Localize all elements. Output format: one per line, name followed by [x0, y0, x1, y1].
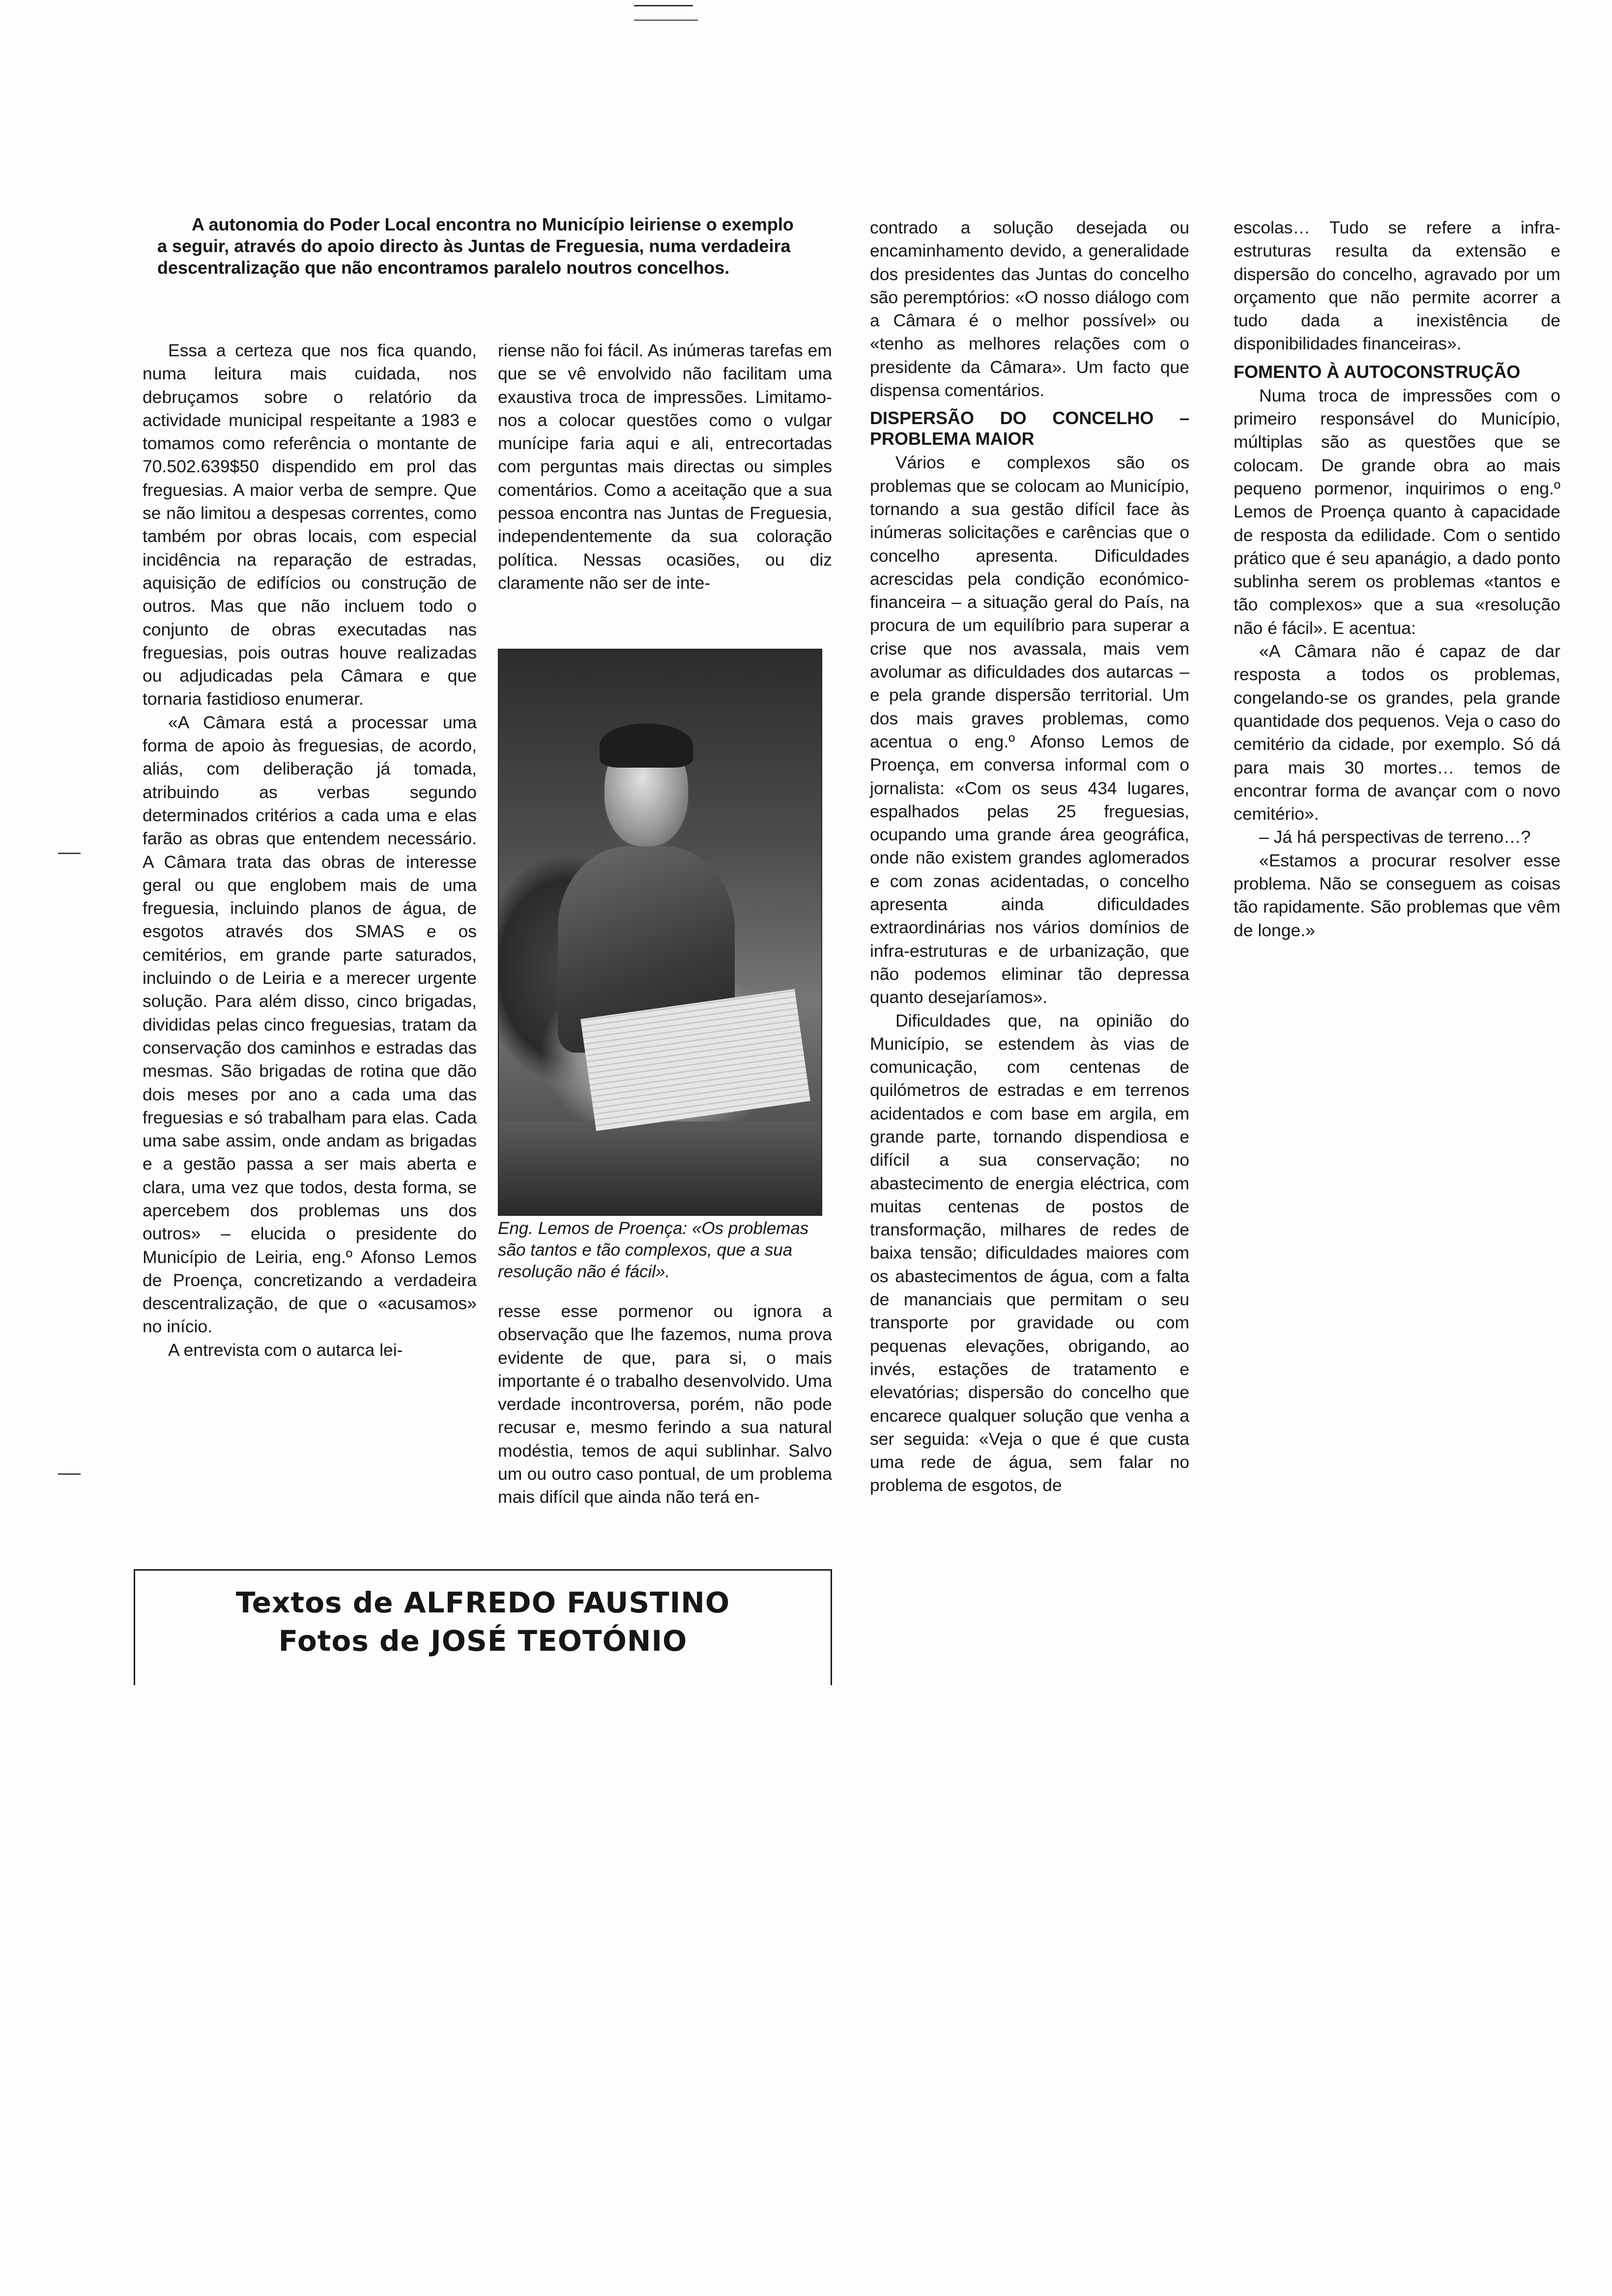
article-lead: A autonomia do Poder Local encontra no Município leiriense o exemplo a seguir, através do apoio directo às Juntas de Freguesia, numa verdadeira descentralização que não encontramos paralelo noutros concelhos.	[157, 214, 794, 278]
col4-paragraph-1: Numa troca de impressões com o primeiro responsável do Município, múltiplas são as questões que se colocam. De grande obra ao mais pequeno pormenor, inquirimos o eng.º Lemos de Proença quanto à capacidade de resposta da edilidade. Com o sentido prático que é seu apanágio, a dado ponto sublinha serem os problemas «tantos e tão complexos» que a sua «resolução não é fácil». E acentua:	[1234, 385, 1560, 638]
col4-paragraph-2: «A Câmara não é capaz de dar resposta a todos os problemas, congelando-se os grandes, pela grande quantidade dos pequenos. Veja o caso do cemitério da cidade, por exemplo. Só dá para mais 30 mortes… temos de encontrar forma de avançar com o novo cemitério».	[1234, 641, 1560, 824]
credits-texts: Textos de ALFREDO FAUSTINO	[235, 1586, 730, 1619]
col3-paragraph-2: Dificuldades que, na opinião do Município, se estendem às vias de comunicação, com centenas de quilómetros de estradas e em terrenos acidentados e com base em argila, em grande parte, tornando dispendiosa e difícil a sua conservação; no abastecimento de energia eléctrica, com muitas centenas de postos de transformação, milhares de redes de baixa tensão; dificuldades maiores com os abastecimentos de água, com a falta de mananciais que permitam o seu transporte por gravidade ou com pequenas elevações, obrigando, ao invés, estações de tratamento e elevatórias; dispersão do concelho que encarece qualquer solução que venha a ser seguida: «Veja o que é que custa uma rede de água, sem falar no problema de esgotos, de	[870, 1010, 1189, 1495]
col2-paragraph-top: riense não foi fácil. As inúmeras tarefas em que se vê envolvido não facilitam uma exaustiva troca de impressões. Limitamo-nos a colocar questões como o vulgar munícipe faria aqui e ali, entrecortadas com perguntas mais directas ou simples comentários. Como a aceitação que a sua pessoa encontra nas Juntas de Freguesia, independentemente da sua coloração política. Nessas ocasiões, ou diz claramente não ser de inte-	[498, 341, 832, 593]
col4-paragraph-3: «Estamos a procurar resolver esse problema. Não se conseguem as coisas tão rapidamente. São problemas que vêm de longe.»	[1234, 850, 1560, 940]
col4-intro: escolas… Tudo se refere a infra-estruturas resulta da extensão e dispersão do concelho, agravado por um orçamento que não permite acorrer a tudo dada a inexistência de disponibilidades financeiras».	[1234, 218, 1560, 354]
top-rule	[634, 20, 698, 21]
portrait-photo	[498, 649, 822, 1216]
col3-paragraph-1: Vários e complexos são os problemas que se colocam ao Município, tornando a sua gestão difícil face às inúmeras solicitações e carências que o concelho apresenta. Dificuldades acrescidas pela condição económico-financeira – a situação geral do País, na procura de um equilíbrio para superar a crise que nos avassala, mais vem avolumar as dificuldades dos autarcas – e pela grande dispersão territorial. Um dos mais graves problemas, como acentua o eng.º Afonso Lemos de Proença, em conversa informal com o jornalista: «Com os seus 434 lugares, espalhados pelas 25 freguesias, ocupando uma grande área geográfica, onde não existem grandes aglomerados e com zonas acidentadas, o concelho apresenta ainda dificuldades extraordinárias nos vários domínios de infra-estruturas e de urbanização, que não podemos eliminar tão depressa quanto desejaríamos».	[870, 453, 1189, 1007]
column-1	[143, 339, 477, 1362]
col1-paragraph-2: «A Câmara está a processar uma forma de apoio às freguesias, de acordo, aliás, com deliberação já tomada, atribuindo as verbas segundo determinados critérios a cada uma e elas farão as obras que entendem necessário. A Câmara trata das obras de interesse geral ou que englobem mais de uma freguesia, incluindo planos de água, de esgotos através dos SMAS e os cemitérios, em grande parte saturados, incluindo o de Leiria e a merecer urgente solução. Para além disso, cinco brigadas, divididas pelas cinco freguesias, tratam da conservação dos caminhos e estradas das mesmas. São brigadas de rotina que dão dois meses por ano a cada uma das freguesias e só trabalham para elas. Cada uma sabe assim, onde andam as brigadas e a gestão passa a ser mais aberta e clara, uma vez que todos, desta forma, se apercebem dos problemas uns dos outros» – elucida o presidente do Município de Leiria, eng.º Afonso Lemos de Proença, concretizando a verdadeira descentralização, de que o «acusamos» no início.	[143, 712, 477, 1337]
column-2-top	[498, 339, 832, 595]
column-3	[870, 216, 1189, 1497]
photo-figure-hair	[600, 723, 693, 768]
column-2-bottom	[498, 1300, 832, 1509]
photo-caption: Eng. Lemos de Proença: «Os problemas são tantos e tão complexos, que a sua resolução não é fácil».	[498, 1219, 809, 1281]
top-rule	[634, 5, 693, 6]
heading-fomento: FOMENTO À AUTOCONSTRUÇÃO	[1234, 361, 1521, 382]
col4-question: – Já há perspectivas de terreno…?	[1259, 827, 1531, 847]
col1-paragraph-1: Essa a certeza que nos fica quando, numa leitura mais cuidada, nos debruçamos sobre o relatório da actividade municipal respeitante a 1983 e tomamos como referência o montante de 70.502.639$50 dispendido em prol das freguesias. A maior verba de sempre. Que se não limitou a despesas correntes, como também por obras locais, com especial incidência na reparação de estradas, aquisição de edifícios ou construção de outros. Mas que não incluem todo o conjunto de obras executadas nas freguesias, pois outras houve realizadas ou adjudicadas pela Câmara e que tornaria fastidioso enumerar.	[143, 341, 477, 709]
col2-paragraph-bottom: resse esse pormenor ou ignora a observação que lhe fazemos, numa prova evidente de que, para si, o mais importante é o trabalho desenvolvido. Uma verdade incontroversa, porém, não pode recusar e, mesmo ferindo a sua natural modéstia, temos de aqui sublinhar. Salvo um ou outro caso pontual, de um problema mais difícil que ainda não terá en-	[498, 1301, 832, 1507]
heading-dispersao: DISPERSÃO DO CONCELHO – PROBLEMA MAIOR	[870, 408, 1189, 449]
margin-mark	[58, 853, 81, 854]
photo-desk	[499, 1121, 821, 1215]
credits-photos: Fotos de JOSÉ TEOTÓNIO	[278, 1624, 688, 1658]
col1-paragraph-3: A entrevista com o autarca lei-	[168, 1340, 403, 1360]
margin-mark	[58, 1473, 81, 1475]
column-4	[1234, 216, 1560, 942]
col3-intro: contrado a solução desejada ou encaminhamento devido, a generalidade dos presidentes das Juntas do concelho são peremptórios: «O nosso diálogo com a Câmara é o melhor possível» ou «tenho as melhores relações com o presidente da Câmara». Um facto que dispensa comentários.	[870, 218, 1189, 401]
credits-box	[134, 1569, 832, 1685]
